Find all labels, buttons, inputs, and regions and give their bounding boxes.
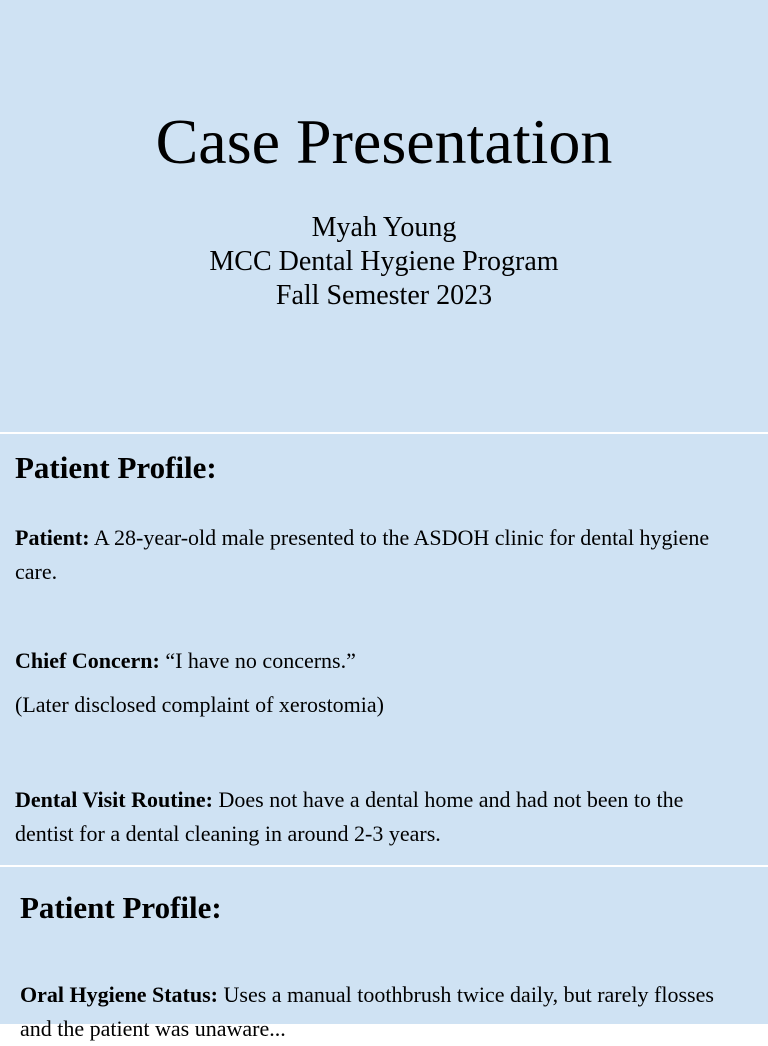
presentation-subtitle (0, 211, 768, 313)
author-name: Myah Young (311, 212, 457, 243)
chief-concern-paragraph (15, 644, 745, 678)
presentation-title: Case Presentation (155, 106, 613, 177)
oral-hygiene-label: Oral Hygiene Status: (20, 982, 218, 1007)
patient-label: Patient: (15, 525, 90, 550)
oral-hygiene-paragraph (20, 978, 740, 1046)
dental-visit-paragraph (15, 783, 745, 851)
program-name: MCC Dental Hygiene Program (209, 246, 559, 277)
chief-concern-label: Chief Concern: (15, 648, 160, 673)
slide-heading: Patient Profile: (15, 450, 217, 485)
patient-paragraph (15, 521, 745, 589)
dental-visit-label: Dental Visit Routine: (15, 787, 213, 812)
chief-concern-text: “I have no concerns.” (159, 648, 356, 673)
slide-heading: Patient Profile: (20, 890, 222, 925)
dental-visit-text: Does not have a dental home and had not been to the dentist for a dental cleaning in around 2-3 years. (15, 787, 684, 846)
patient-profile-slide-2 (0, 867, 768, 1041)
chief-concern-note: (Later disclosed complaint of xerostomia) (15, 692, 384, 717)
patient-profile-slide (0, 434, 768, 865)
oral-hygiene-text: Uses a manual toothbrush twice daily, but rarely flosses and the patient was unaware... (20, 982, 714, 1041)
title-slide (0, 0, 768, 432)
semester-label: Fall Semester 2023 (275, 280, 493, 311)
patient-text: A 28-year-old male presented to the ASDOH clinic for dental hygiene care. (15, 525, 710, 584)
